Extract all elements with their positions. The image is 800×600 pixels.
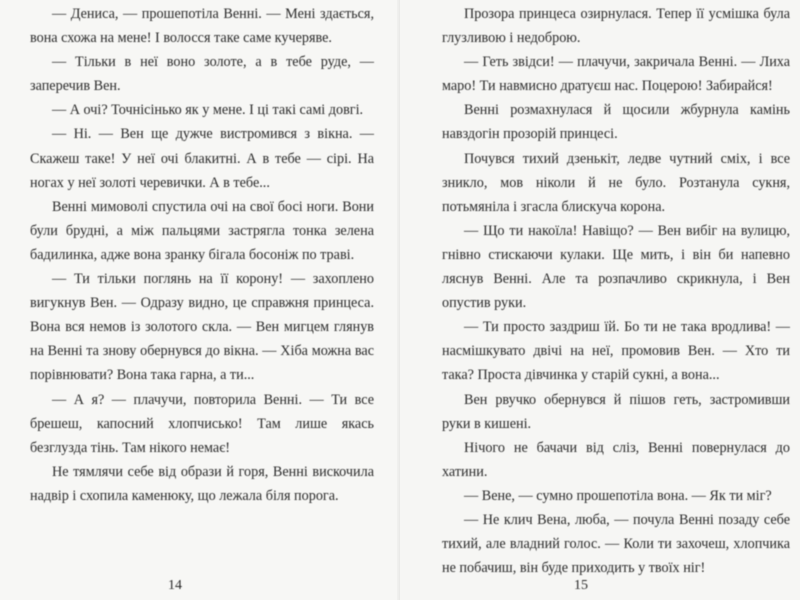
paragraph: — А очі? Точнісінько як у мене. І ці такі самі довгі.: [52, 102, 364, 119]
right-page-text: [442, 2, 790, 580]
paragraph: — Не клич Вена, люба, — почула Венні позаду себе тихий, але владний голос. — Коли ти захочеш, хлопчика не побачиш, він буде приходить у твоїх ніг!: [442, 511, 790, 577]
page-number-left: 14: [168, 578, 182, 593]
paragraph: — Геть звідси! — плачучи, закричала Венні. — Лиха маро! Ти навмисно дратуєш нас. Поцерою! Забирайся!: [442, 54, 790, 95]
paragraph: Венні розмахнулася й щосили жбурнула камінь навздогін прозорій принцесі.: [442, 102, 790, 143]
paragraph: — Ти тільки поглянь на її корону! — захоплено вигукнув Вен. — Одразу видно, це справжня принцеса. Вона вся немов із золотого скла. — Вен мигцем глянув на Венні та знову обернувся до вікна. — Хіба можна вас порівнювати? Вона така гарна, а ти...: [30, 271, 374, 384]
paragraph: — Що ти накоїла! Навіщо? — Вен вибіг на вулицю, гнівно стискаючи кулаки. Ще мить, і він би напевно ляснув Венні. Але та розпачливо скрикнула, і Вен опустив руки.: [442, 222, 790, 312]
paragraph: — Дениса, — прошепотіла Венні. — Мені здається, вона схожа на мене! І волосся таке саме кучеряве.: [30, 6, 374, 47]
paragraph: — Ні. — Вен ще дужче вистромився з вікна. — Скажеш таке! У неї очі блакитні. А в тебе — сірі. На ногах у неї золоті черевички. А в тебе...: [30, 126, 374, 191]
paragraph: — А я? — плачучи, повторила Венні. — Ти все брешеш, капосний хлопчисько! Там лише якась безглузда тінь. Там нікого немає!: [30, 391, 374, 456]
left-page-text: [30, 2, 374, 508]
paragraph: — Вене, — сумно прошепотіла вона. — Як ти міг?: [464, 487, 772, 504]
paragraph: Прозора принцеса озирнулася. Тепер її усмішка була глузливою і недоброю.: [442, 6, 790, 47]
paragraph: Нічого не бачачи від сліз, Венні повернулася до хатини.: [442, 439, 790, 480]
paragraph: Вен рвучко обернувся й пішов геть, застромивши руки в кишені.: [442, 391, 790, 432]
paragraph: — Ти просто заздриш їй. Бо ти не така вродлива! — насмішкувато двічі на неї, промовив Вен. — Хто ти така? Проста дівчинка у старій сукні, а вона...: [442, 319, 790, 384]
right-page: [400, 0, 800, 600]
page-number-right: 15: [574, 578, 588, 593]
paragraph: Не тямлячи себе від образи й горя, Венні вискочила надвір і схопила каменюку, що лежала біля порога.: [30, 463, 374, 504]
paragraph: Венні мимоволі спустила очі на свої босі ноги. Вони були брудні, а між пальцями застрягла тонка зелена бадилинка, адже вона зранку бігала босоніж по траві.: [30, 198, 374, 263]
paragraph: Почувся тихий дзенькіт, ледве чутний сміх, і все зникло, мов ніколи й не було. Розтанула сукня, потьмяніла і згасла блискуча корона.: [442, 150, 790, 215]
paragraph: — Тільки в неї воно золоте, а в тебе руде, — заперечив Вен.: [30, 54, 374, 95]
